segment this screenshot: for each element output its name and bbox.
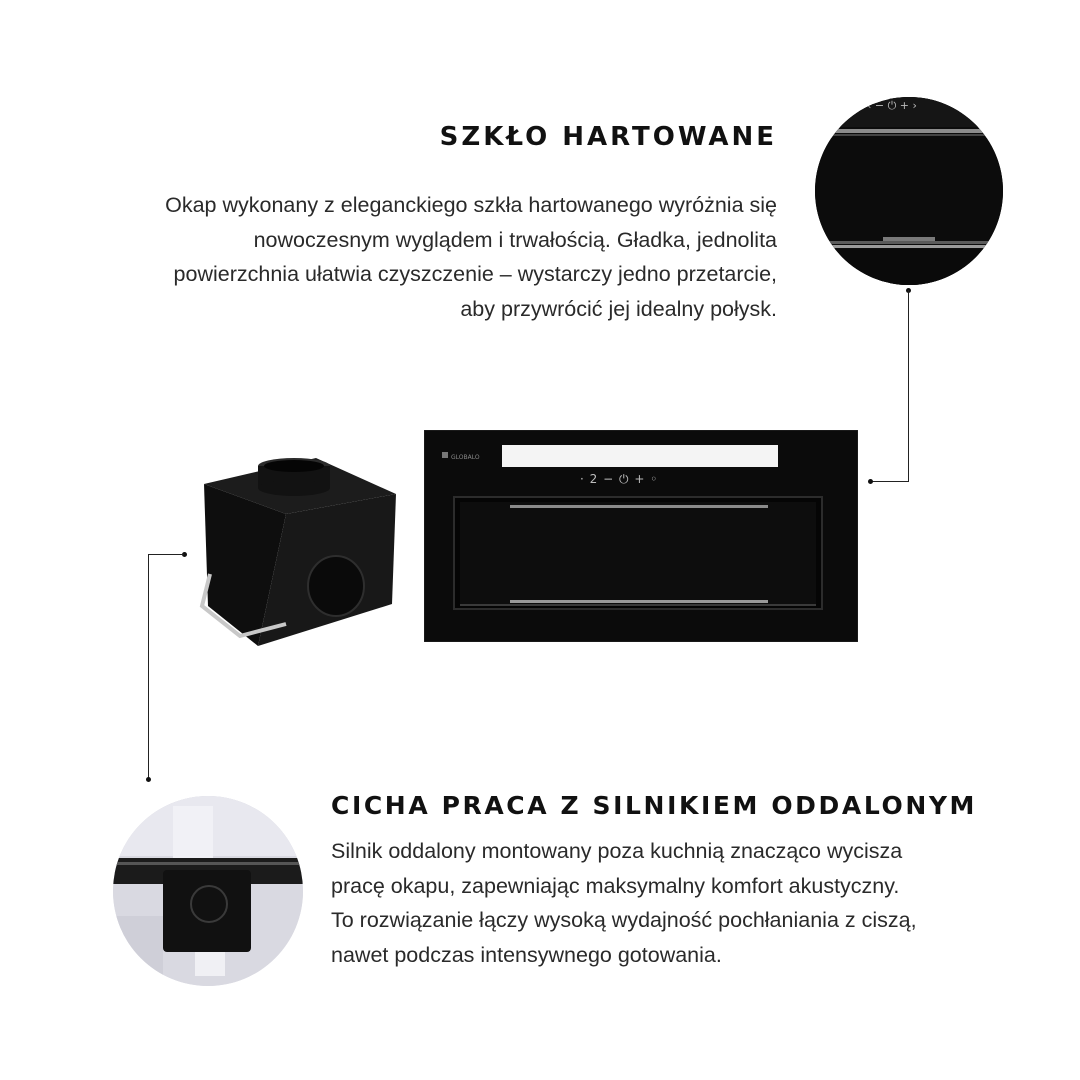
glass-section-description xyxy=(77,188,777,326)
connector-line-top-horizontal xyxy=(872,481,909,482)
connector-dot-bottom xyxy=(146,777,151,782)
svg-text:GLOBALO: GLOBALO xyxy=(451,454,480,461)
motor-line-3: To rozwiązanie łączy wysoką wydajność pochłaniania z ciszą, xyxy=(331,908,917,932)
connector-line-bottom-vertical xyxy=(148,554,149,780)
light-icon: ◦ xyxy=(650,472,659,486)
glass-line-1: Okap wykonany z eleganckiego szkła hartowanego wyróżnia się xyxy=(165,193,777,217)
motor-line-2: pracę okapu, zapewniając maksymalny komfort akustyczny. xyxy=(331,873,900,898)
motor-line-4: nawet podczas intensywnego gotowania. xyxy=(331,942,722,967)
connector-line-top-vertical xyxy=(908,290,909,482)
remote-motor-image xyxy=(196,456,400,650)
connector-line-bottom-horizontal xyxy=(148,554,184,555)
motor-closeup-circle xyxy=(113,796,303,986)
glass-closeup-circle xyxy=(815,97,1003,285)
glass-section-title: SZKŁO HARTOWANE xyxy=(439,122,777,152)
connector-dot-hood xyxy=(868,479,873,484)
svg-text:‹ − ⏻ + ›: ‹ − ⏻ + › xyxy=(867,99,917,112)
hood-control-panel xyxy=(580,472,658,487)
plus-icon: + xyxy=(634,472,646,486)
control-left-icon: · xyxy=(580,472,585,486)
speed-display: 2 xyxy=(589,472,599,486)
motor-section-title: CICHA PRACA Z SILNIKIEM ODDALONYM xyxy=(331,791,978,820)
motor-closeup-image xyxy=(113,796,303,986)
glass-line-2: nowoczesnym wyglądem i trwałością. Gładka, jednolita xyxy=(253,227,777,252)
glass-line-3: powierzchnia ułatwia czyszczenie – wystarczy jedno przetarcie, xyxy=(173,262,777,286)
glass-line-4: aby przywrócić jej idealny połysk. xyxy=(460,296,777,321)
motor-line-1: Silnik oddalony montowany poza kuchnią znacząco wycisza xyxy=(331,839,903,863)
motor-section-description xyxy=(331,834,1031,972)
hood-product-image xyxy=(424,430,858,642)
minus-icon: − xyxy=(603,472,615,486)
glass-closeup-image xyxy=(815,97,1003,285)
power-icon: ⏻ xyxy=(619,472,630,486)
